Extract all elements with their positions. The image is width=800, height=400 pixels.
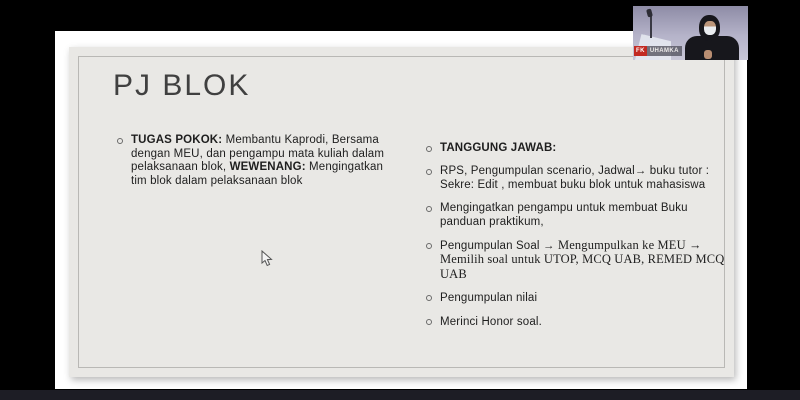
list-item [426,165,728,193]
watermark-name: UHAMKA [647,46,682,56]
watermark-prefix: FK [636,48,645,54]
bullet-text: Pengumpulan Soal → Mengumpulkan ke MEU → Memilih soal untuk UTOP, MCQ UAB, REMED MCQ UAB [440,237,725,281]
list-item [426,291,728,306]
bullet-text: Mengingatkan pengampu untuk membuat Buku panduan praktikum, [440,201,688,228]
bullet-icon [117,138,123,144]
bullet-icon [426,169,432,175]
bullet-text: Merinci Honor soal. [440,315,542,328]
list-item [426,239,728,283]
bullet-icon [426,319,432,325]
video-watermark [634,46,682,56]
presentation-slide [69,47,734,377]
bottom-letterbox-bar [0,390,800,400]
slide-left-column [117,134,393,197]
slide-title: PJ BLOK [113,69,251,102]
bullet-icon [426,243,432,249]
bullet-icon [426,146,432,152]
microphone [646,8,653,17]
presenter-face-mask [704,21,716,35]
bullet-icon [426,206,432,212]
presenter-hands [704,50,712,59]
list-item [117,134,393,188]
left-bullet-text: TUGAS POKOK: Membantu Kaprodi, Bersama dengan MEU, dan pengampu mata kuliah dalam pelaksanaan blok, WEWENANG: Mengingatkan tim blok dalam pelaksanaan blok [131,134,385,187]
slide-right-column [426,142,728,338]
right-column-header: TANGGUNG JAWAB: [440,142,557,154]
participant-video-tile[interactable] [633,6,748,60]
list-item [426,142,728,156]
screen-share-area [55,31,747,389]
list-item [426,202,728,230]
bullet-text: RPS, Pengumpulan scenario, Jadwal→ buku tutor : Sekre: Edit , membuat buku blok untuk mahasiswa [440,164,710,191]
bullet-icon [426,295,432,301]
bullet-text: Pengumpulan nilai [440,292,538,304]
list-item [426,315,728,330]
mouse-cursor-icon [261,250,274,268]
